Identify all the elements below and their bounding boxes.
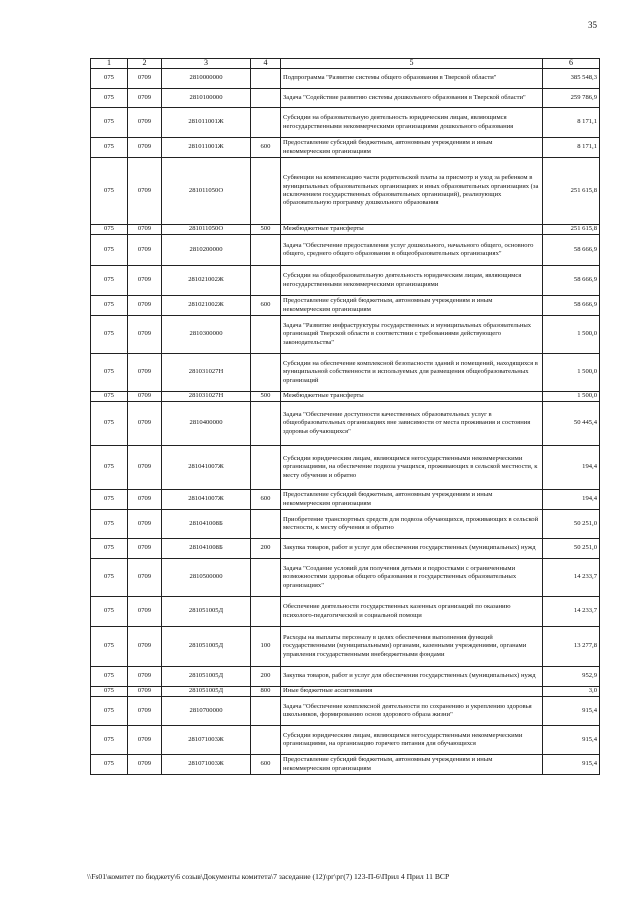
table-header-row xyxy=(91,59,600,69)
cell-section: 0709 xyxy=(128,726,162,755)
table-row xyxy=(91,446,600,490)
cell-target-article: 281071003Ж xyxy=(162,755,251,775)
col-header-6: 6 xyxy=(543,59,600,69)
cell-amount: 58 666,9 xyxy=(543,296,600,316)
cell-section: 0709 xyxy=(128,138,162,158)
cell-name: Субсидии на образовательную деятельность юридическим лицам, являющимся негосударственными некоммерческими организациями дошкольного образования xyxy=(281,108,543,138)
cell-name: Межбюджетные трансферты xyxy=(281,225,543,235)
cell-ved: 075 xyxy=(91,627,128,667)
table-row xyxy=(91,266,600,296)
cell-target-article: 2810700000 xyxy=(162,697,251,726)
cell-amount: 194,4 xyxy=(543,446,600,490)
cell-ved: 075 xyxy=(91,69,128,89)
cell-expense-type: 200 xyxy=(251,667,281,687)
table-row xyxy=(91,138,600,158)
cell-ved: 075 xyxy=(91,89,128,108)
cell-ved: 075 xyxy=(91,510,128,539)
table-row xyxy=(91,296,600,316)
cell-section: 0709 xyxy=(128,539,162,559)
cell-amount: 50 445,4 xyxy=(543,402,600,446)
cell-amount: 58 666,9 xyxy=(543,235,600,266)
table-row xyxy=(91,597,600,627)
cell-amount: 1 500,0 xyxy=(543,354,600,392)
cell-amount: 385 548,3 xyxy=(543,69,600,89)
cell-expense-type xyxy=(251,108,281,138)
cell-ved: 075 xyxy=(91,697,128,726)
table-row xyxy=(91,235,600,266)
cell-ved: 075 xyxy=(91,490,128,510)
cell-expense-type xyxy=(251,510,281,539)
cell-section: 0709 xyxy=(128,296,162,316)
cell-expense-type xyxy=(251,316,281,354)
table-row xyxy=(91,667,600,687)
table-row xyxy=(91,354,600,392)
cell-amount: 3,0 xyxy=(543,687,600,697)
cell-target-article: 281071003Ж xyxy=(162,726,251,755)
cell-ved: 075 xyxy=(91,225,128,235)
cell-name: Приобретение транспортных средств для подвоза обучающихся, проживающих в сельской местности, к месту обучения и обратно xyxy=(281,510,543,539)
page-number: 35 xyxy=(588,20,597,30)
cell-section: 0709 xyxy=(128,225,162,235)
cell-target-article: 281031027Н xyxy=(162,392,251,402)
cell-target-article: 281021002Ж xyxy=(162,266,251,296)
cell-ved: 075 xyxy=(91,667,128,687)
table-row xyxy=(91,490,600,510)
table-row xyxy=(91,559,600,597)
cell-expense-type: 200 xyxy=(251,539,281,559)
cell-name: Межбюджетные трансферты xyxy=(281,392,543,402)
cell-ved: 075 xyxy=(91,158,128,225)
cell-target-article: 281011050О xyxy=(162,225,251,235)
cell-target-article: 281051005Д xyxy=(162,667,251,687)
cell-section: 0709 xyxy=(128,755,162,775)
cell-target-article: 281041008Б xyxy=(162,539,251,559)
cell-target-article: 2810100000 xyxy=(162,89,251,108)
cell-ved: 075 xyxy=(91,559,128,597)
cell-amount: 194,4 xyxy=(543,490,600,510)
cell-target-article: 2810200000 xyxy=(162,235,251,266)
cell-section: 0709 xyxy=(128,316,162,354)
cell-expense-type xyxy=(251,597,281,627)
cell-name: Субсидии юридическим лицам, являющимся негосударственными некоммерческими организациями, на обеспечение подвоза учащихся, проживающих в сельской местности, к месту обучения и обратно xyxy=(281,446,543,490)
cell-expense-type xyxy=(251,266,281,296)
col-header-3: 3 xyxy=(162,59,251,69)
col-header-1: 1 xyxy=(91,59,128,69)
cell-section: 0709 xyxy=(128,69,162,89)
cell-name: Субсидии на общеобразовательную деятельность юридическим лицам, являющимся негосударственными некоммерческими организациями xyxy=(281,266,543,296)
cell-target-article: 281051005Д xyxy=(162,627,251,667)
cell-ved: 075 xyxy=(91,316,128,354)
table-row xyxy=(91,697,600,726)
cell-ved: 075 xyxy=(91,597,128,627)
cell-expense-type xyxy=(251,726,281,755)
cell-section: 0709 xyxy=(128,158,162,225)
table-row xyxy=(91,392,600,402)
cell-expense-type xyxy=(251,559,281,597)
cell-expense-type xyxy=(251,89,281,108)
cell-ved: 075 xyxy=(91,539,128,559)
cell-section: 0709 xyxy=(128,392,162,402)
cell-name: Предоставление субсидий бюджетным, автономным учреждениям и иным некоммерческим организациям xyxy=(281,296,543,316)
cell-target-article: 2810400000 xyxy=(162,402,251,446)
cell-ved: 075 xyxy=(91,138,128,158)
table-row xyxy=(91,225,600,235)
cell-section: 0709 xyxy=(128,235,162,266)
cell-target-article: 2810300000 xyxy=(162,316,251,354)
table-row xyxy=(91,726,600,755)
cell-expense-type xyxy=(251,446,281,490)
cell-name: Задача "Создание условий для получения детьми и подростками с ограниченными возможностями здоровья общего образования в государственных образовательных организациях" xyxy=(281,559,543,597)
cell-amount: 251 615,8 xyxy=(543,225,600,235)
cell-section: 0709 xyxy=(128,559,162,597)
cell-section: 0709 xyxy=(128,446,162,490)
cell-ved: 075 xyxy=(91,687,128,697)
cell-target-article: 2810500000 xyxy=(162,559,251,597)
cell-name: Закупка товаров, работ и услуг для обеспечения государственных (муниципальных) нужд xyxy=(281,667,543,687)
cell-amount: 259 786,9 xyxy=(543,89,600,108)
cell-ved: 075 xyxy=(91,296,128,316)
cell-amount: 50 251,0 xyxy=(543,539,600,559)
cell-section: 0709 xyxy=(128,108,162,138)
cell-section: 0709 xyxy=(128,354,162,392)
table-row xyxy=(91,510,600,539)
cell-section: 0709 xyxy=(128,402,162,446)
cell-ved: 075 xyxy=(91,402,128,446)
cell-ved: 075 xyxy=(91,726,128,755)
cell-target-article: 281041007Ж xyxy=(162,446,251,490)
table-row xyxy=(91,158,600,225)
table-row xyxy=(91,108,600,138)
cell-ved: 075 xyxy=(91,446,128,490)
cell-expense-type xyxy=(251,697,281,726)
cell-expense-type: 500 xyxy=(251,225,281,235)
cell-target-article: 281051005Д xyxy=(162,687,251,697)
cell-target-article: 2810000000 xyxy=(162,69,251,89)
cell-section: 0709 xyxy=(128,687,162,697)
cell-name: Задача "Развитие инфраструктуры государственных и муниципальных образовательных организаций Тверской области в соответствии с требованиями действующего законодательства" xyxy=(281,316,543,354)
cell-amount: 915,4 xyxy=(543,726,600,755)
cell-section: 0709 xyxy=(128,597,162,627)
cell-name: Обеспечение деятельности государственных казенных организаций по оказанию психолого-педагогической и социальной помощи xyxy=(281,597,543,627)
cell-name: Субвенции на компенсацию части родительской платы за присмотр и уход за ребенком в муниципальных образовательных организациях и иных образовательных организациях (за исключением государственных образовательных организаций), реализующих образовательную программу дошкольного образования xyxy=(281,158,543,225)
cell-target-article: 281051005Д xyxy=(162,597,251,627)
table-row xyxy=(91,69,600,89)
cell-ved: 075 xyxy=(91,755,128,775)
cell-amount: 1 500,0 xyxy=(543,316,600,354)
cell-expense-type: 100 xyxy=(251,627,281,667)
cell-section: 0709 xyxy=(128,266,162,296)
cell-amount: 13 277,8 xyxy=(543,627,600,667)
table-row xyxy=(91,539,600,559)
cell-ved: 075 xyxy=(91,392,128,402)
col-header-5: 5 xyxy=(281,59,543,69)
cell-name: Задача "Обеспечение комплексной деятельности по сохранению и укреплению здоровья школьников, формированию основ здорового образа жизни" xyxy=(281,697,543,726)
cell-ved: 075 xyxy=(91,108,128,138)
table-row xyxy=(91,687,600,697)
cell-ved: 075 xyxy=(91,235,128,266)
cell-amount: 251 615,8 xyxy=(543,158,600,225)
budget-table xyxy=(90,58,600,775)
cell-section: 0709 xyxy=(128,89,162,108)
cell-name: Субсидии юридическим лицам, являющимся негосударственными некоммерческими организациями, на организацию горячего питания для обучающихся xyxy=(281,726,543,755)
cell-section: 0709 xyxy=(128,697,162,726)
cell-amount: 915,4 xyxy=(543,697,600,726)
cell-name: Расходы на выплаты персоналу в целях обеспечения выполнения функций государственными (муниципальными) органами, казенными учреждениями, органами управления государственными внебюджетными фондами xyxy=(281,627,543,667)
cell-name: Задача "Содействие развитию системы дошкольного образования в Тверской области" xyxy=(281,89,543,108)
cell-expense-type xyxy=(251,235,281,266)
cell-section: 0709 xyxy=(128,490,162,510)
cell-name: Субсидии на обеспечение комплексной безопасности зданий и помещений, находящихся в муниципальной собственности и используемых для размещения общеобразовательных организаций xyxy=(281,354,543,392)
col-header-2: 2 xyxy=(128,59,162,69)
cell-section: 0709 xyxy=(128,510,162,539)
cell-amount: 1 500,0 xyxy=(543,392,600,402)
cell-name: Закупка товаров, работ и услуг для обеспечения государственных (муниципальных) нужд xyxy=(281,539,543,559)
cell-name: Задача "Обеспечение предоставления услуг дошкольного, начального общего, основного общего, среднего общего образования в общеобразовательных организациях" xyxy=(281,235,543,266)
table-row xyxy=(91,627,600,667)
cell-amount: 8 171,1 xyxy=(543,138,600,158)
cell-name: Предоставление субсидий бюджетным, автономным учреждениям и иным некоммерческим организациям xyxy=(281,138,543,158)
cell-amount: 8 171,1 xyxy=(543,108,600,138)
cell-target-article: 281011001Ж xyxy=(162,138,251,158)
table-row xyxy=(91,89,600,108)
cell-name: Подпрограмма "Развитие системы общего образования в Тверской области" xyxy=(281,69,543,89)
cell-expense-type: 800 xyxy=(251,687,281,697)
cell-target-article: 281041008Б xyxy=(162,510,251,539)
cell-amount: 14 233,7 xyxy=(543,597,600,627)
cell-expense-type xyxy=(251,69,281,89)
cell-ved: 075 xyxy=(91,354,128,392)
cell-expense-type: 600 xyxy=(251,296,281,316)
cell-expense-type: 500 xyxy=(251,392,281,402)
cell-name: Задача "Обеспечение доступности качественных образовательных услуг в общеобразовательных организациях вне зависимости от места проживания и состояния здоровья обучающихся" xyxy=(281,402,543,446)
cell-target-article: 281021002Ж xyxy=(162,296,251,316)
cell-name: Иные бюджетные ассигнования xyxy=(281,687,543,697)
cell-section: 0709 xyxy=(128,627,162,667)
cell-amount: 50 251,0 xyxy=(543,510,600,539)
table-row xyxy=(91,316,600,354)
col-header-4: 4 xyxy=(251,59,281,69)
cell-amount: 915,4 xyxy=(543,755,600,775)
cell-expense-type: 600 xyxy=(251,490,281,510)
cell-section: 0709 xyxy=(128,667,162,687)
cell-amount: 14 233,7 xyxy=(543,559,600,597)
cell-expense-type xyxy=(251,402,281,446)
cell-ved: 075 xyxy=(91,266,128,296)
table-row xyxy=(91,402,600,446)
cell-amount: 58 666,9 xyxy=(543,266,600,296)
cell-expense-type xyxy=(251,158,281,225)
cell-name: Предоставление субсидий бюджетным, автономным учреждениям и иным некоммерческим организациям xyxy=(281,755,543,775)
cell-expense-type: 600 xyxy=(251,138,281,158)
cell-target-article: 281011001Ж xyxy=(162,108,251,138)
cell-expense-type xyxy=(251,354,281,392)
cell-name: Предоставление субсидий бюджетным, автономным учреждениям и иным некоммерческим организациям xyxy=(281,490,543,510)
table-body xyxy=(91,69,600,775)
footer-file-path: \\Fs01\комитет по бюджету\6 созыв\Документы комитета\7 заседание (12)\рг\рг(7) 123-П-6\Прил 4 Прил 11 ВСР xyxy=(87,872,450,881)
cell-amount: 952,9 xyxy=(543,667,600,687)
cell-target-article: 281031027Н xyxy=(162,354,251,392)
cell-expense-type: 600 xyxy=(251,755,281,775)
table-row xyxy=(91,755,600,775)
cell-target-article: 281011050О xyxy=(162,158,251,225)
cell-target-article: 281041007Ж xyxy=(162,490,251,510)
